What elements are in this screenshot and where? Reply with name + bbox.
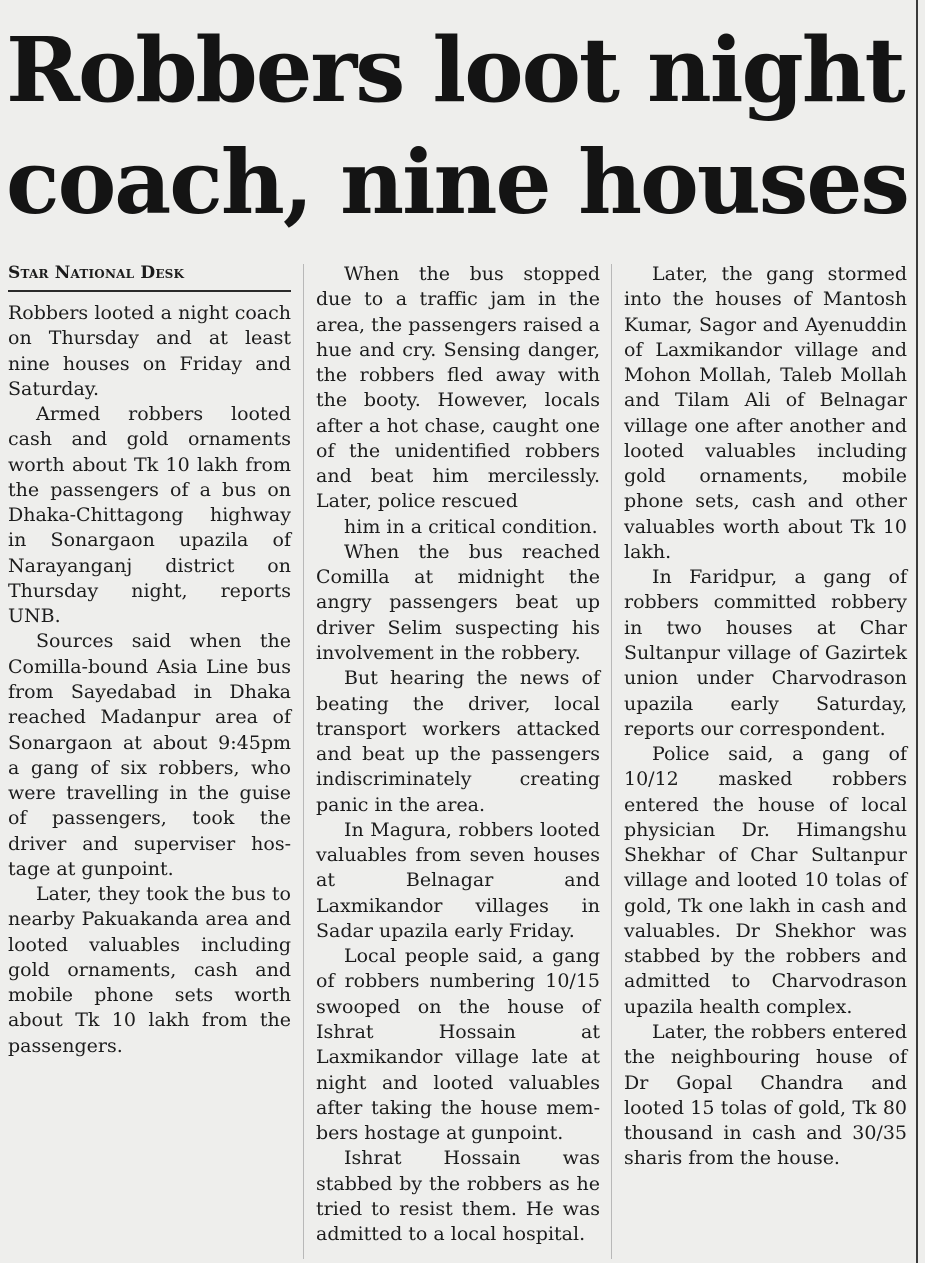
article-paragraph: In Magura, robbers looted valuables from seven houses at Belnagar and Laxmikandor villages in Sadar upazila early Friday. [316,818,600,942]
article-column-2 [316,262,600,1247]
page-edge-rule [916,0,918,1263]
article-paragraph: Local people said, a gang of robbers numbering 10/15 swooped on the house of Ishrat Hossain at Laxmikandor village late at night and looted valuables after taking the house members hostage at gunpoint. [316,945,600,1145]
article-paragraph: When the bus stopped due to a traffic jam in the area, the passengers raised a hue and cry. Sensing danger, the robbers fled away with the booty. However, locals after a hot chase, caught one of the unidentified robbers and beat him mercilessly. Later, police rescued [316,263,600,513]
article-paragraph: When the bus reached Comilla at midnight the angry passengers beat up driver Selim suspecting his involvement in the robbery. [316,540,600,664]
article-paragraph: Police said, a gang of 10/12 masked robbers entered the house of local physician Dr. Himangshu Shekhar of Char Sultanpur village and looted 10 tolas of gold, Tk one lakh in cash and valuables. Dr Shekhor was stabbed by the robbers and admitted to Charvodrason upazila health complex. [624,743,907,1018]
column-divider [303,264,304,1259]
article-paragraph: Sources said when the Comilla-bound Asia Line bus from Sayedabad in Dhaka reached Madanpur area of Sonargaon at about 9:45pm a gang of six robbers, who were travelling in the guise of passengers, took the driver and superviser hostage at gunpoint. [8,630,291,880]
article-paragraph: Robbers looted a night coach on Thursday and at least nine houses on Friday and Saturday. [8,302,291,400]
article-paragraph: him in a critical condition. [344,515,598,538]
article-paragraph: Later, the robbers entered the neighbouring house of Dr Gopal Chandra and looted 15 tolas of gold, Tk 80 thousand in cash and 30/35 sharis from the house. [624,1020,907,1170]
headline-line-2: coach, nine houses [6,130,908,234]
headline-line-1: Robbers loot night [6,17,904,122]
article-paragraph: Armed robbers looted cash and gold ornaments worth about Tk 10 lakh from the passengers of a bus on Dhaka-Chittagong highway in Sonargaon upazila of Narayanganj district on Thursday night, reports UNB. [8,403,291,628]
article-paragraph: Ishrat Hossain was stabbed by the robbers as he tried to resist them. He was admitted to a local hospital. [316,1147,600,1246]
column-divider [611,264,612,1259]
article-paragraph: Later, the gang stormed into the houses of Mantosh Kumar, Sagor and Ayenuddin of Laxmikandor village and Mohon Mollah, Taleb Mollah and Tilam Ali of Belnagar village one after another and looted valuables including gold ornaments, mobile phone sets, cash and other valuables worth about Tk 10 lakh. [624,263,907,563]
article-headline [6,14,911,238]
article-paragraph: But hearing the news of beating the driver, local transport workers attacked and beat up the passengers indiscriminately creating panic in the area. [316,667,600,816]
article-column-1 [8,262,291,1059]
article-column-3 [624,262,907,1172]
byline: Star National Desk [8,262,291,292]
article-paragraph: In Faridpur, a gang of robbers committed robbery in two houses at Char Sultanpur village of Gazirtek union under Charvodrason upazila early Saturday, reports our correspondent. [624,566,907,740]
article-paragraph: Later, they took the bus to nearby Pakuakanda area and looted valuables including gold ornaments, cash and mobile phone sets worth about Tk 10 lakh from the passengers. [8,883,291,1057]
